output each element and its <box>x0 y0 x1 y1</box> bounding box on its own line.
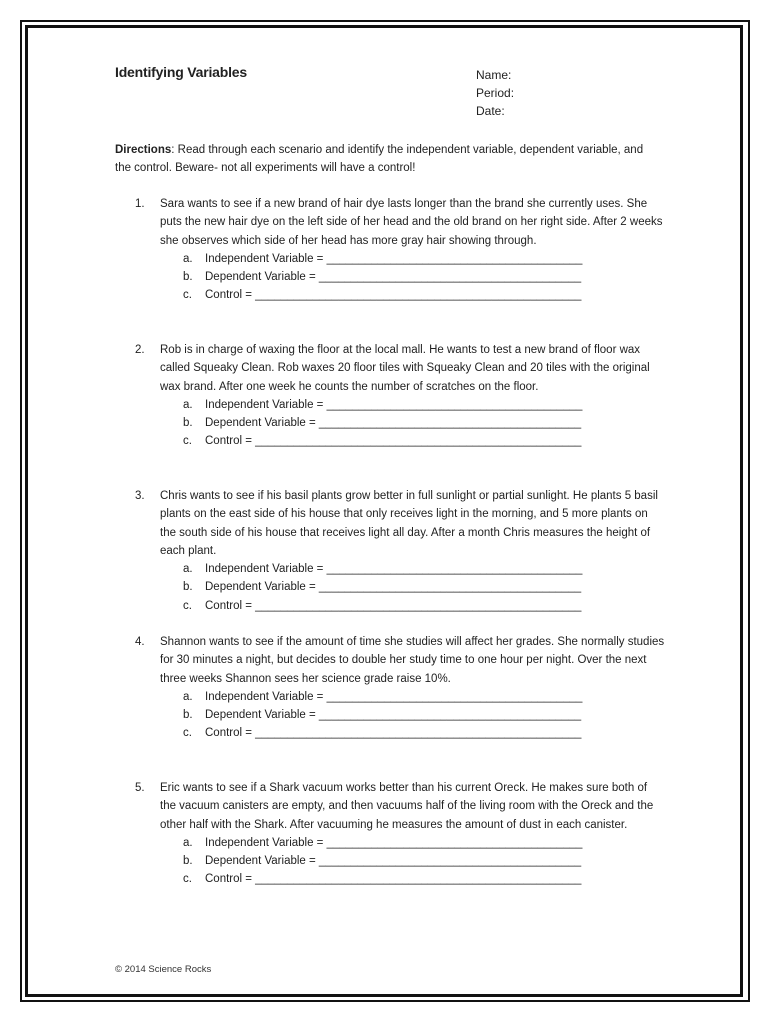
answer-line-control[interactable] <box>183 432 665 450</box>
answer-label: Dependent Variable = _________________________________________ <box>205 271 582 284</box>
sub-letter: c. <box>183 435 192 448</box>
directions-label: Directions <box>115 144 172 156</box>
answer-label: Independent Variable = ________________________________________ <box>205 252 583 265</box>
answer-line-independent[interactable] <box>183 396 665 414</box>
answer-line-control[interactable] <box>183 597 665 615</box>
answer-line-independent[interactable] <box>183 688 665 706</box>
sub-letter: b. <box>183 271 193 284</box>
sub-letter: a. <box>183 252 193 265</box>
sub-letter: b. <box>183 709 193 722</box>
question-text: Sara wants to see if a new brand of hair dye lasts longer than the brand she currently uses. She puts the new hair dye on the left side of her head and the old brand on her right side. After 2 weeks she observes which side of her head has more gray hair showing through. <box>160 198 663 247</box>
date-label: Date: <box>476 104 505 118</box>
answer-line-independent[interactable] <box>183 250 665 268</box>
answer-line-dependent[interactable] <box>183 578 665 596</box>
answer-label: Dependent Variable = _________________________________________ <box>205 581 582 594</box>
question-text: Eric wants to see if a Shark vacuum works better than his current Oreck. He makes sure both of the vacuum canisters are empty, and then vacuums half of the living room with the Oreck and the other half with the Shark. After vacuuming he measures the amount of dust in each canister. <box>160 782 654 831</box>
question-number: 3. <box>135 490 145 502</box>
question-1 <box>135 195 665 305</box>
answer-line-dependent[interactable] <box>183 268 665 286</box>
question-2 <box>135 341 665 451</box>
directions-paragraph <box>115 141 655 177</box>
sub-letter: c. <box>183 727 192 740</box>
answer-label: Control = ___________________________________________________ <box>205 599 582 612</box>
sub-letter: a. <box>183 836 193 849</box>
answer-line-control[interactable] <box>183 870 665 888</box>
question-number: 2. <box>135 344 145 356</box>
sub-letter: b. <box>183 855 193 868</box>
answer-label: Control = ___________________________________________________ <box>205 727 582 740</box>
sub-letter: c. <box>183 289 192 302</box>
answer-label: Dependent Variable = _________________________________________ <box>205 417 582 430</box>
question-text: Rob is in charge of waxing the floor at the local mall. He wants to test a new brand of floor wax called Squeaky Clean. Rob waxes 20 floor tiles with Squeaky Clean and 20 tiles with the original wax brand. After one week he counts the number of scratches on the floor. <box>160 344 650 393</box>
question-text: Chris wants to see if his basil plants grow better in full sunlight or partial sunlight. He plants 5 basil plants on the east side of his house that only receives light in the morning, and 5 more plants on the south side of his house that receives light all day. After a month Chris measures the height of each plant. <box>160 490 658 557</box>
answer-label: Independent Variable = ________________________________________ <box>205 398 583 411</box>
answer-line-dependent[interactable] <box>183 852 665 870</box>
question-4 <box>135 633 665 743</box>
answer-line-dependent[interactable] <box>183 414 665 432</box>
answer-label: Independent Variable = ________________________________________ <box>205 563 583 576</box>
answer-line-control[interactable] <box>183 286 665 304</box>
period-label: Period: <box>476 86 515 100</box>
answer-label: Independent Variable = ________________________________________ <box>205 836 583 849</box>
answer-label: Dependent Variable = _________________________________________ <box>205 855 582 868</box>
sub-letter: a. <box>183 690 193 703</box>
answer-line-independent[interactable] <box>183 834 665 852</box>
name-label: Name: <box>476 68 512 82</box>
answer-label: Control = ___________________________________________________ <box>205 873 582 886</box>
sub-letter: b. <box>183 417 193 430</box>
worksheet-title: Identifying Variables <box>115 64 247 80</box>
copyright-footer: © 2014 Science Rocks <box>115 964 212 975</box>
answer-line-independent[interactable] <box>183 560 665 578</box>
sub-letter: b. <box>183 581 193 594</box>
directions-text: : Read through each scenario and identify the independent variable, dependent variable, and the control. Beware- not all experiments will have a control! <box>115 144 644 174</box>
question-number: 4. <box>135 636 145 648</box>
answer-label: Dependent Variable = _________________________________________ <box>205 709 582 722</box>
question-number: 5. <box>135 782 145 794</box>
answer-line-control[interactable] <box>183 724 665 742</box>
answer-line-dependent[interactable] <box>183 706 665 724</box>
sub-letter: a. <box>183 398 193 411</box>
sub-letter: c. <box>183 873 192 886</box>
answer-label: Control = ___________________________________________________ <box>205 435 582 448</box>
question-3 <box>135 487 665 615</box>
question-5 <box>135 779 665 889</box>
sub-letter: c. <box>183 599 192 612</box>
sub-letter: a. <box>183 563 193 576</box>
answer-label: Independent Variable = ________________________________________ <box>205 690 583 703</box>
question-text: Shannon wants to see if the amount of time she studies will affect her grades. She normally studies for 30 minutes a night, but decides to double her study time to one hour per night. Over the next three weeks Shannon sees her science grade raise 10%. <box>160 636 665 685</box>
answer-label: Control = ___________________________________________________ <box>205 289 582 302</box>
student-info-fields <box>476 66 514 120</box>
question-number: 1. <box>135 198 145 210</box>
